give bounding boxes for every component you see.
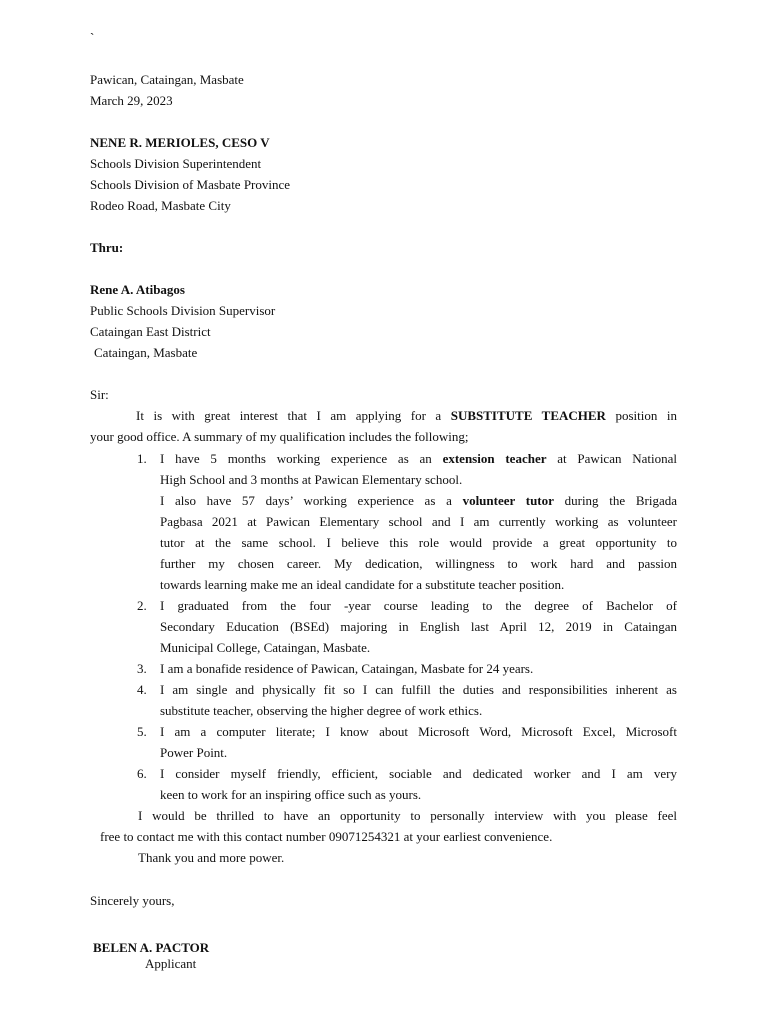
closing-line-1: I would be thrilled to have an opportunity to personally interview with you please feel: [138, 808, 677, 823]
stray-mark: `: [90, 30, 95, 45]
item-4-line-2: substitute teacher, observing the higher degree of work ethics.: [160, 703, 483, 718]
item-3-line-1: I am a bonafide residence of Pawican, Cataingan, Masbate for 24 years.: [160, 661, 534, 676]
recipient-office: Schools Division of Masbate Province: [90, 177, 291, 192]
item-number: 4.: [137, 682, 147, 697]
item-number: 6.: [137, 766, 147, 781]
thru-label: Thru:: [90, 240, 124, 255]
sender-address: Pawican, Cataingan, Masbate: [90, 72, 244, 87]
recipient-title: Schools Division Superintendent: [90, 156, 262, 171]
salutation: Sir:: [90, 387, 109, 402]
closing-line-2: free to contact me with this contact number 09071254321 at your earliest convenience.: [100, 829, 553, 844]
signatory-role: Applicant: [145, 956, 197, 971]
item-6-line-1: I consider myself friendly, efficient, sociable and dedicated worker and I am very: [160, 766, 677, 781]
item-1-line-7: towards learning make me an ideal candidate for a substitute teacher position.: [160, 577, 565, 592]
item-1-line-1: I have 5 months working experience as an extension teacher at Pawican National: [160, 451, 678, 466]
letter-date: March 29, 2023: [90, 93, 173, 108]
thru-name: Rene A. Atibagos: [90, 282, 185, 297]
item-number: 5.: [137, 724, 147, 739]
item-1-line-2: High School and 3 months at Pawican Elementary school.: [160, 472, 463, 487]
item-6-line-2: keen to work for an inspiring office such as yours.: [160, 787, 422, 802]
intro-line-1: It is with great interest that I am applying for a SUBSTITUTE TEACHER position in: [136, 408, 677, 423]
item-number: 1.: [137, 451, 147, 466]
item-1-line-6: further my chosen career. My dedication, willingness to work hard and passion: [160, 556, 677, 571]
item-5-line-2: Power Point.: [160, 745, 228, 760]
item-2-line-3: Municipal College, Cataingan, Masbate.: [160, 640, 371, 655]
recipient-address: Rodeo Road, Masbate City: [90, 198, 231, 213]
item-5-line-1: I am a computer literate; I know about Microsoft Word, Microsoft Excel, Microsoft: [160, 724, 677, 739]
thru-address: Cataingan, Masbate: [94, 345, 198, 360]
item-number: 2.: [137, 598, 147, 613]
item-1-line-3: I also have 57 days’ working experience as a volunteer tutor during the Brigada: [160, 493, 677, 508]
signatory-name: BELEN A. PACTOR: [93, 940, 210, 955]
item-2-line-1: I graduated from the four -year course leading to the degree of Bachelor of: [160, 598, 677, 613]
thanks-line: Thank you and more power.: [138, 850, 285, 865]
recipient-name: NENE R. MERIOLES, CESO V: [90, 135, 270, 150]
item-1-line-5: tutor at the same school. I believe this role would provide a great opportunity to: [160, 535, 677, 550]
item-1-line-4: Pagbasa 2021 at Pawican Elementary school and I am currently working as volunteer: [160, 514, 677, 529]
thru-title: Public Schools Division Supervisor: [90, 303, 276, 318]
complimentary-close: Sincerely yours,: [90, 893, 175, 908]
intro-line-2: your good office. A summary of my qualification includes the following;: [90, 429, 469, 444]
item-2-line-2: Secondary Education (BSEd) majoring in English last April 12, 2019 in Cataingan: [160, 619, 677, 634]
thru-district: Cataingan East District: [90, 324, 211, 339]
item-number: 3.: [137, 661, 147, 676]
item-4-line-1: I am single and physically fit so I can fulfill the duties and responsibilities inherent as: [160, 682, 677, 697]
